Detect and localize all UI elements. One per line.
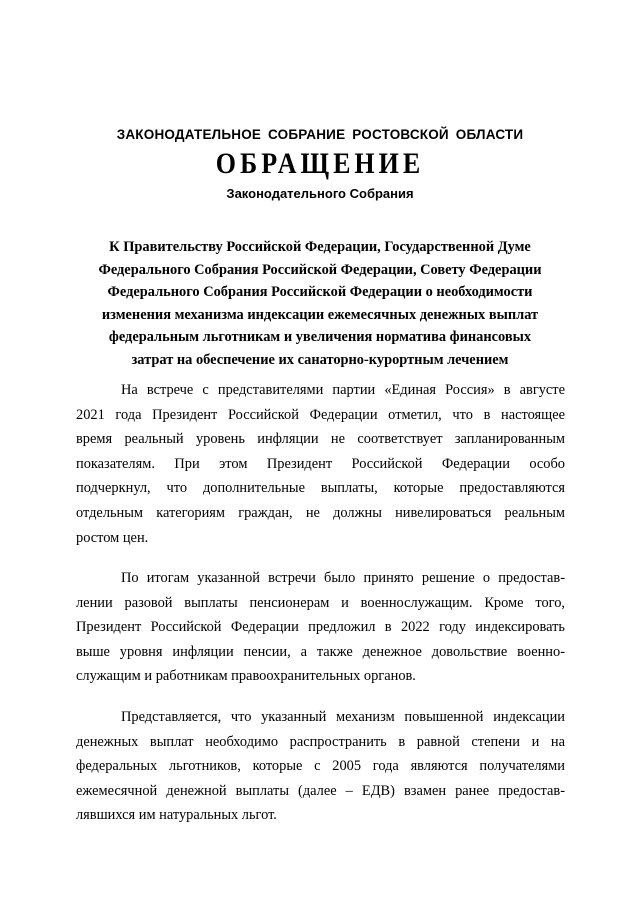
paragraph-line: лявшихся им натуральных льгот. (76, 807, 277, 824)
document-type-heading: ОБРАЩЕНИЕ (215, 147, 425, 180)
paragraph-line: подчеркнул, что дополнительные выплаты, которые предоставляются (76, 480, 565, 497)
title-line: К Правительству Российской Федерации, Государственной Думе (109, 239, 531, 255)
paragraph-line: ежемесячной денежной выплаты (далее – ЕДВ) взамен ранее предостав- (76, 782, 565, 799)
paragraph-line: выше уровня инфляции пенсии, а также денежное довольствие военно- (76, 643, 565, 660)
paragraph-line: Представляется, что указанный механизм повышенной индексации (121, 709, 565, 725)
document-title (72, 236, 568, 371)
paragraph-line: отдельным категориям граждан, не должны нивелироваться реальным (76, 504, 565, 521)
paragraph-line: По итогам указанной встречи было принято решение о предостав- (121, 570, 565, 586)
organization-name: ЗАКОНОДАТЕЛЬНОЕ СОБРАНИЕ РОСТОВСКОЙ ОБЛАСТИ (116, 127, 524, 142)
title-line: затрат на обеспечение их санаторно-курортным лечением (131, 351, 509, 368)
paragraph-line: лении разовой выплаты пенсионерам и военнослужащим. Кроме того, (76, 594, 565, 611)
body-paragraph (76, 705, 565, 828)
paragraph-line: На встрече с представителями партии «Единая Россия» в августе (121, 382, 565, 398)
title-line: федеральным льготникам и увеличения норматива финансовых (108, 329, 532, 345)
paragraph-line: федеральных льготников, которые с 2005 года являются получателями (76, 758, 565, 775)
paragraph-line: 2021 года Президент Российской Федерации отметил, что в настоящее (76, 406, 565, 423)
title-line: Федерального Собрания Российской Федерации, Совету Федерации (98, 261, 542, 278)
paragraph-line: Президент Российской Федерации предложил в 2022 году индексировать (76, 619, 565, 636)
paragraph-line: время реальный уровень инфляции не соответствует запланированным (76, 431, 565, 448)
title-line: Федерального Собрания Российской Федерации о необходимости (107, 284, 533, 300)
paragraph-line: ростом цен. (76, 529, 149, 546)
paragraph-line: денежных выплат необходимо распространить в равной степени и на (76, 733, 565, 750)
body-paragraph (76, 566, 565, 689)
body-paragraph (76, 378, 565, 550)
document-author: Законодательного Собрания (226, 186, 414, 201)
paragraph-line: служащим и работникам правоохранительных органов. (76, 668, 416, 685)
title-line: изменения механизма индексации ежемесячных денежных выплат (101, 306, 539, 323)
paragraph-line: показателям. При этом Президент Российской Федерации особо (76, 455, 565, 472)
